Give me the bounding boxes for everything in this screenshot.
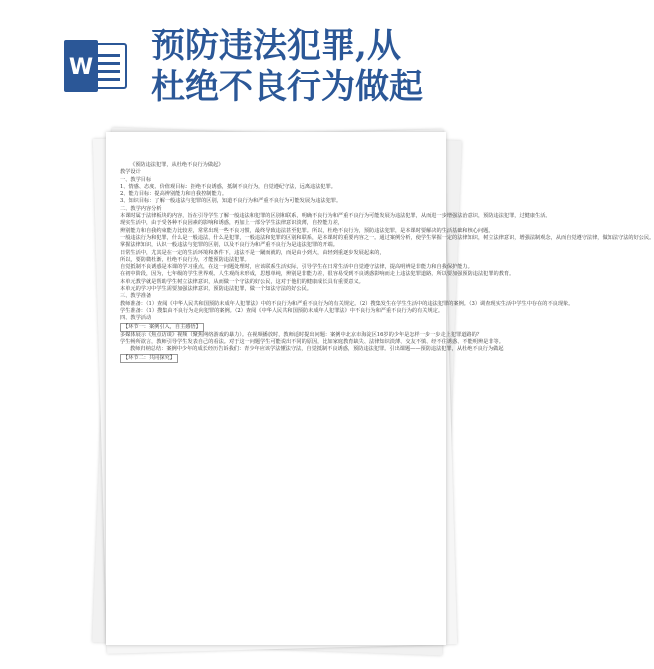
page-title [151, 26, 471, 108]
document-line: 本单元的学习中学生需要加强法律意识，预防违法犯罪，做一个知法守法的好公民。 [120, 286, 312, 293]
section-box-label: 【环节一：案例引入，自主感悟】 [120, 323, 204, 332]
word-document-icon [64, 40, 128, 92]
section-box-label: 【环节二：共同探究】 [120, 354, 178, 363]
header [0, 0, 474, 118]
document-line: 在初中阶段，因为，七年级的学生世界观、人生观尚未形成，思想单纯，辨别是非能力差，很容易受到不良诱惑影响而走上违法犯罪道路，所以要加强预防违法犯罪的教育。 [120, 271, 515, 278]
document-line: 学生畅所欲言，教师引导学生发表自己的看法。对于这一问题学生可能说出不同的原因，比如家庭教育缺失、法律知识淡薄、交友不慎、经不住诱惑、不能明辨是非等。 [120, 339, 504, 346]
document-line: 三、教学准备 [120, 293, 152, 300]
title-line-2: 杜绝不良行为做起 [151, 67, 423, 107]
document-body [106, 132, 654, 363]
document-line: 3、知识目标：了解一般违法与犯罪的区别，知道不良行为和严重不良行为可能发展为违法犯罪。 [120, 198, 342, 205]
document-line: 辨别能力和自我约束能力比较差，常常出现一些不良习惯，最终导致违法甚至犯罪。所以，杜绝不良行为，预防违法犯罪，是本课时要解决的生活基础和核心问题。 [120, 227, 494, 234]
document-line: 二、教学内容分析 [120, 205, 162, 212]
document-line: 自觉抵制不良诱惑是本课的学习重点，在这一问题处理时，应该联系生活实际，引导学生在日常生活中自觉遵守法律，提高明辨是非能力和自我保护能力。 [120, 264, 473, 271]
document-line: 多媒体展示《焦点访谈》视频（聚焦网络游戏的暴力）。在视频播放时，教师适时提出问题：案例中北京市海淀区16岁的少年是怎样一步一步走上犯罪道路的？ [120, 331, 482, 338]
document-line [120, 354, 434, 363]
title-line-1: 预防违法犯罪,从 [151, 26, 401, 66]
document-line: 一、教学目标 [120, 176, 152, 183]
document-line: 所以，要防微杜渐，杜绝不良行为，才能预防违法犯罪。 [120, 256, 250, 263]
document-line: 本单元教学就是帮助学生树立法律意识，从而做一个守法的好公民，这对于他们的健康成长具有重要意义。 [120, 278, 364, 285]
document-line: 教师准备：（1）查阅《中华人民共和国预防未成年人犯罪法》中的不良行为和严重不良行为的有关规定。（2）搜集发生在学生生活中的违法犯罪的案例。（3）调查现实生活中学生中存在的不良现象。 [120, 300, 574, 307]
document-line: 《预防违法犯罪，从杜绝不良行为做起》 [130, 162, 224, 168]
document-line: 一般违法行为和犯罪，什么是一般违法，什么是犯罪，一般违法和犯罪的区别和联系，是本课时的重要内容之一。通过案例分析，使学生掌握一定的法律知识，树立法律意识，增强法制观念，从而自觉遵守法律，做知法守法的好公民。 [120, 234, 654, 241]
document-line: 本课时属于法律板块的内容，旨在引导学生了解一般违法和犯罪的区别和联系，明确不良行为和严重不良行为可能发展为违法犯罪，从而进一步增强法治意识，预防违法犯罪，过健康生活。 [120, 213, 551, 220]
document-line: 现实生活中，由于受各种不良因素的影响和诱惑，再加上一部分学生法律意识淡薄，自控能力差， [120, 220, 344, 227]
document-line [120, 323, 434, 332]
document-line: 教师归纳总结：案例中少年的成长经历告诉我们：青少年应该学法懂法守法，自觉抵制不良诱惑，预防违法犯罪。引出课题——预防违法犯罪，从杜绝不良行为做起 [130, 346, 504, 353]
document-line: 四、教学活动 [120, 315, 152, 322]
document-line: 2、能力目标：提高辨别能力和自我控制能力。 [120, 191, 228, 198]
document-line: 学生准备：（1）搜集由不良行为走向犯罪的案例。（2）查阅《中华人民共和国预防未成年人犯罪法》中不良行为和严重不良行为的有关规定。 [120, 307, 444, 314]
svg-text:W: W [68, 55, 94, 80]
document-line: 教学设计 [120, 169, 141, 176]
document-line: 1、情感、态度、价值观目标：拒绝不良诱惑，抵制不良行为，自觉遵纪守法，远离违法犯罪。 [120, 183, 336, 190]
document-line: 掌握法律知识，认识一般违法与犯罪的区别，以及不良行为和严重不良行为是违法犯罪的开端。 [120, 242, 338, 249]
document-line: 日常生活中，尤其是在一定的生活环境和条件下，违法不是一蹴而就的，而是由小到大，由轻到重逐步发展起来的， [120, 249, 385, 256]
document-page [106, 132, 654, 645]
